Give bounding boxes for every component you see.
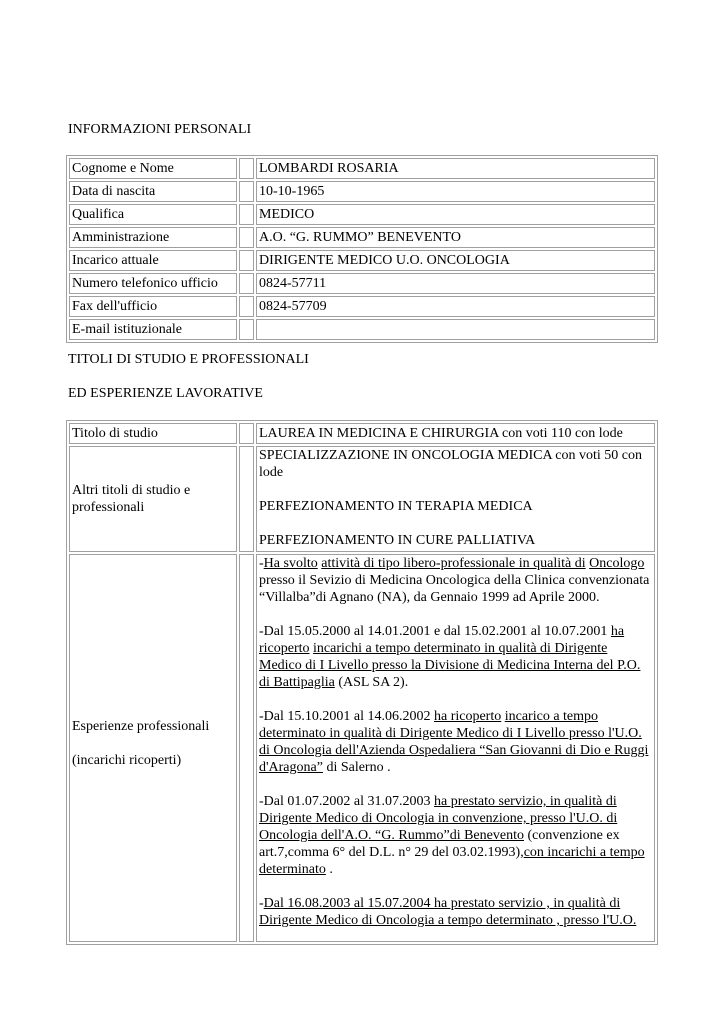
spacer-cell — [239, 204, 254, 225]
field-value: DIRIGENTE MEDICO U.O. ONCOLOGIA — [256, 250, 655, 271]
experience-paragraph: -Dal 15.10.2001 al 14.06.2002 ha ricoperto incarico a tempo determinato in qualità di Dirigente Medico di I Livello presso l'U.O. di Oncologia dell'Azienda Ospedaliera “San Giovanni di Dio e Ruggi d'Aragona” di Salerno . — [259, 709, 649, 775]
table-row — [69, 423, 655, 444]
spacer-cell — [239, 423, 254, 444]
table-row — [69, 158, 655, 179]
personal-info-table — [66, 155, 658, 343]
field-label: Incarico attuale — [69, 250, 237, 271]
field-value — [256, 446, 655, 552]
table-row — [69, 250, 655, 271]
spacer-cell — [239, 250, 254, 271]
studies-experience-table — [66, 420, 658, 945]
table-row — [69, 446, 655, 552]
field-value — [256, 319, 655, 340]
table-row — [69, 296, 655, 317]
field-value: MEDICO — [256, 204, 655, 225]
spacer-cell — [239, 158, 254, 179]
experience-paragraph: -Dal 01.07.2002 al 31.07.2003 ha prestato servizio, in qualità di Dirigente Medico di Oncologia in convenzione, presso l'U.O. di Oncologia dell'A.O. “G. Rummo”di Benevento (convenzione ex art.7,comma 6° del D.L. n° 29 del 03.02.1993),con incarichi a tempo determinato . — [259, 794, 645, 877]
field-label: Data di nascita — [69, 181, 237, 202]
field-value — [256, 554, 655, 942]
field-label: Titolo di studio — [69, 423, 237, 444]
table-row — [69, 181, 655, 202]
other-title-item: PERFEZIONAMENTO IN TERAPIA MEDICA — [259, 499, 533, 514]
field-label: Amministrazione — [69, 227, 237, 248]
field-value: 0824-57711 — [256, 273, 655, 294]
field-label: Altri titoli di studio e professionali — [69, 446, 237, 552]
spacer-cell — [239, 296, 254, 317]
experience-paragraph: -Ha svolto attività di tipo libero-professionale in qualità di Oncologo presso il Sevizio di Medicina Oncologica della Clinica convenzionata “Villalba”di Agnano (NA), da Gennaio 1999 ad Aprile 2000. — [259, 556, 650, 605]
field-value: A.O. “G. RUMMO” BENEVENTO — [256, 227, 655, 248]
field-label: E-mail istituzionale — [69, 319, 237, 340]
spacer-cell — [239, 446, 254, 552]
spacer-cell — [239, 319, 254, 340]
personal-info-heading: INFORMAZIONI PERSONALI — [68, 122, 252, 137]
field-value: LAUREA IN MEDICINA E CHIRURGIA con voti 110 con lode — [256, 423, 655, 444]
experience-sublabel: (incarichi ricoperti) — [72, 752, 182, 768]
spacer-cell — [239, 273, 254, 294]
table-row — [69, 227, 655, 248]
spacer-cell — [239, 181, 254, 202]
field-label: Numero telefonico ufficio — [69, 273, 237, 294]
field-label: Qualifica — [69, 204, 237, 225]
field-value: 10-10-1965 — [256, 181, 655, 202]
other-title-item: PERFEZIONAMENTO IN CURE PALLIATIVA — [259, 533, 536, 548]
field-value: 0824-57709 — [256, 296, 655, 317]
experiences-heading: ED ESPERIENZE LAVORATIVE — [68, 386, 263, 401]
field-label — [69, 554, 237, 942]
spacer-cell — [239, 227, 254, 248]
table-row — [69, 554, 655, 942]
titles-heading: TITOLI DI STUDIO E PROFESSIONALI — [68, 352, 309, 367]
experience-paragraph: -Dal 16.08.2003 al 15.07.2004 ha prestato servizio , in qualità di Dirigente Medico di Oncologia a tempo determinato , presso l'U.O. — [259, 896, 637, 928]
field-label: Fax dell'ufficio — [69, 296, 237, 317]
field-value: LOMBARDI ROSARIA — [256, 158, 655, 179]
spacer-cell — [239, 554, 254, 942]
other-title-item: SPECIALIZZAZIONE IN ONCOLOGIA MEDICA con voti 50 con lode — [259, 448, 643, 480]
field-label: Cognome e Nome — [69, 158, 237, 179]
table-row — [69, 204, 655, 225]
table-row — [69, 273, 655, 294]
experience-paragraph: -Dal 15.05.2000 al 14.01.2001 e dal 15.02.2001 al 10.07.2001 ha ricoperto incarichi a tempo determinato in qualità di Dirigente Medico di I Livello presso la Divisione di Medicina Interna del P.O. di Battipaglia (ASL SA 2). — [259, 624, 641, 690]
experience-label: Esperienze professionali — [72, 718, 210, 734]
table-row — [69, 319, 655, 340]
